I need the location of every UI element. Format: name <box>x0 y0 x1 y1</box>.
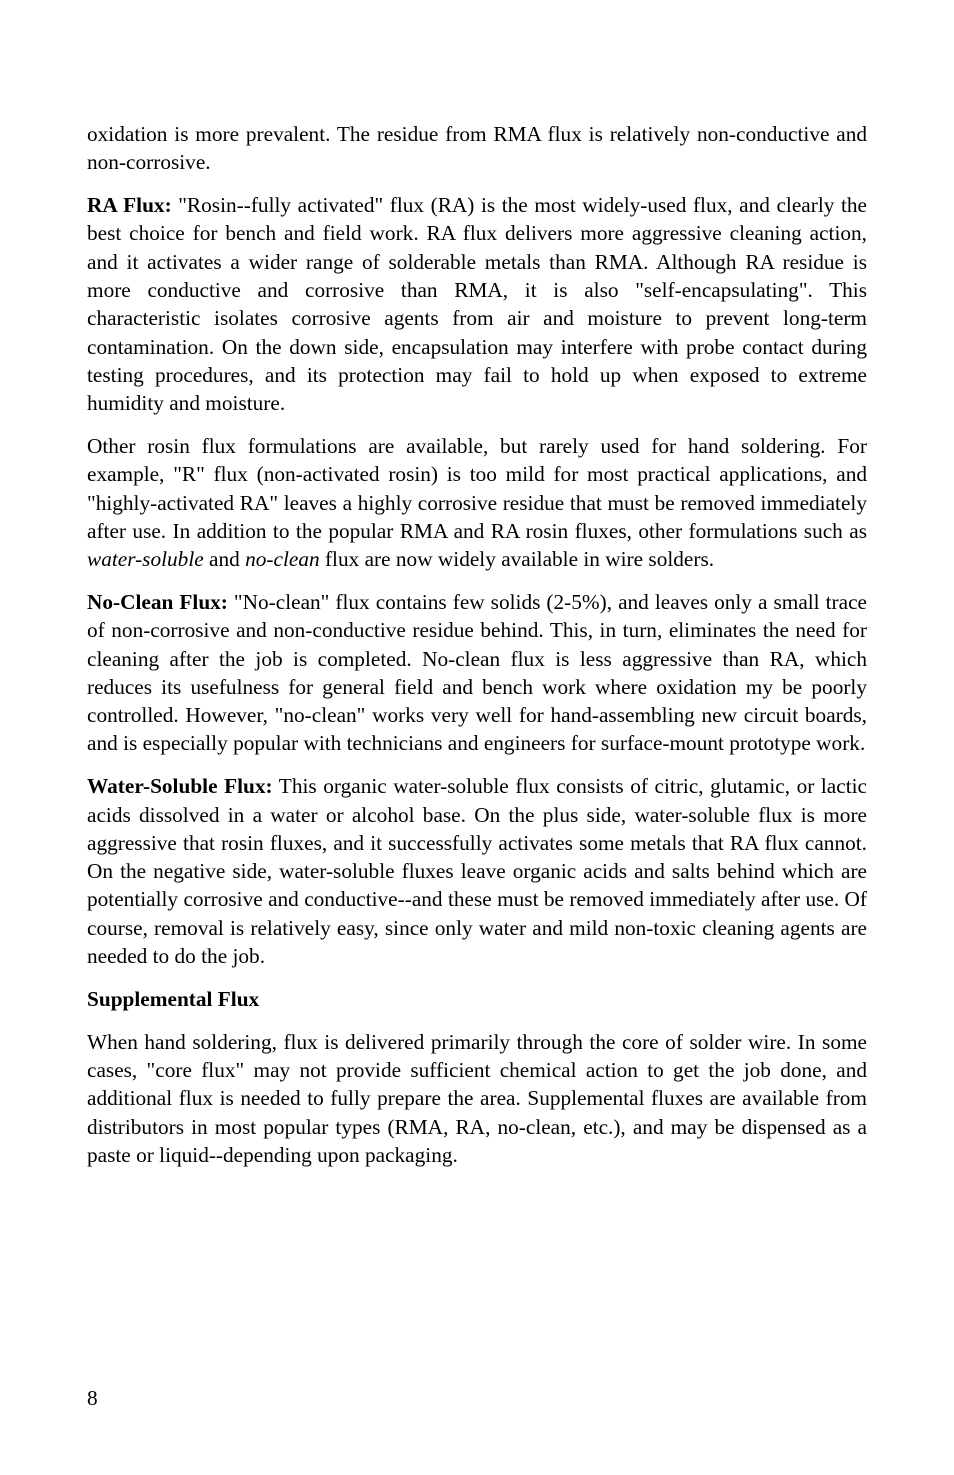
section-heading: Supplemental Flux <box>87 986 260 1011</box>
paragraph-no-clean-flux <box>87 588 867 758</box>
paragraph-other-rosin <box>87 432 867 573</box>
paragraph-water-soluble-flux <box>87 772 867 970</box>
paragraph-ra-flux <box>87 191 867 417</box>
paragraph-text: oxidation is more prevalent. The residue from RMA flux is relatively non-conductive and non-corrosive. <box>87 122 867 175</box>
paragraph-text: and <box>203 547 246 572</box>
paragraph-supplemental-flux <box>87 1028 867 1169</box>
paragraph-text: This organic water-soluble flux consists of citric, glutamic, or lactic acids dissolved in a water or alcohol base. On the plus side, water-soluble flux is more aggressive that rosin fluxes, and it successfully activates some metals that RA flux cannot. On the negative side, water-soluble fluxes leave organic acids and salts behind which are potentially corrosive and conductive--and these must be removed immediately after use. Of course, removal is relatively easy, since only water and mild non-toxic cleaning agents are needed to do the job. <box>87 774 867 969</box>
paragraph-text: "No-clean" flux contains few solids (2-5%), and leaves only a small trace of non-corrosive and non-conductive residue behind. This, in turn, eliminates the need for cleaning after the job is completed. No-clean flux is less aggressive than RA, which reduces its usefulness for general field and bench work where oxidation my be poorly controlled. However, "no-clean" works very well for hand-assembling new circuit boards, and is especially popular with technicians and engineers for surface-mount prototype work. <box>87 589 867 756</box>
page-number: 8 <box>87 1386 98 1410</box>
water-soluble-emphasis: water-soluble <box>87 547 204 572</box>
paragraph-text: "Rosin--fully activated" flux (RA) is the most widely-used flux, and clearly the best choice for bench and field work. RA flux delivers more aggressive cleaning action, and it activates a wider range of solderable metals than RMA. Although RA residue is more conductive and corrosive than RMA, it is also "self-encapsulating". This characteristic isolates corrosive agents from air and moisture to prevent long-term contamination. On the down side, encapsulation may interfere with probe contact during testing procedures, and its protection may fail to hold up when exposed to extreme humidity and moisture. <box>87 193 868 416</box>
ra-flux-lead: RA Flux: <box>87 193 172 218</box>
page-body <box>87 120 867 1184</box>
paragraph-text: flux are now widely available in wire solders. <box>319 547 715 572</box>
paragraph-text: Other rosin flux formulations are available, but rarely used for hand soldering. For example, "R" flux (non-activated rosin) is too mild for most practical applications, and "highly-activated RA" leaves a highly corrosive residue that must be removed immediately after use. In addition to the popular RMA and RA rosin fluxes, other formulations such as <box>87 433 867 543</box>
no-clean-emphasis: no-clean <box>245 547 320 572</box>
paragraph-rma-residue <box>87 120 867 177</box>
paragraph-text: When hand soldering, flux is delivered primarily through the core of solder wire. In some cases, "core flux" may not provide sufficient chemical action to get the job done, and additional flux is needed to fully prepare the area. Supplemental fluxes are available from distributors in most popular types (RMA, RA, no-clean, etc.), and may be dispensed as a paste or liquid--depending upon packaging. <box>87 1029 867 1167</box>
no-clean-flux-lead: No-Clean Flux: <box>87 589 228 614</box>
water-soluble-flux-lead: Water-Soluble Flux: <box>87 774 273 799</box>
